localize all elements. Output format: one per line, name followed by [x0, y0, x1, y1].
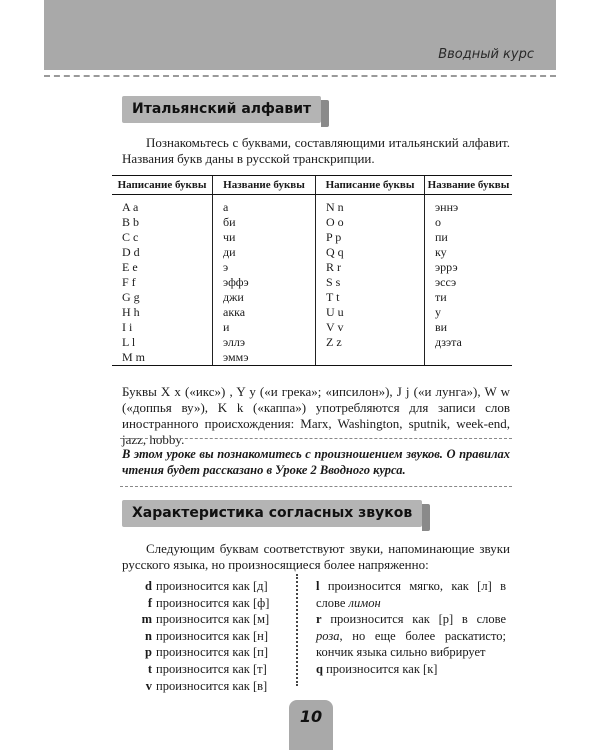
example-word: лимон	[348, 595, 381, 610]
table-cell: би	[213, 215, 316, 230]
table-cell: U u	[316, 305, 425, 320]
consonant-entry	[138, 678, 288, 695]
table-cell: эффэ	[213, 275, 316, 290]
table-cell: Q q	[316, 245, 425, 260]
table-cell: G g	[122, 290, 140, 304]
table-cell: E e	[122, 260, 138, 274]
table-cell: о	[425, 215, 513, 230]
consonant-letter: l	[316, 579, 320, 593]
consonant-letter: f	[147, 595, 152, 610]
table-cell: O o	[316, 215, 425, 230]
table-cell: S s	[316, 275, 425, 290]
table-cell: дзэта	[425, 335, 513, 350]
table-cell: F f	[122, 275, 136, 289]
example-word: роза	[316, 628, 340, 643]
consonant-letter: p	[145, 645, 152, 660]
table-cell: D d	[122, 245, 140, 259]
table-cell: M m	[112, 350, 213, 366]
table-row	[112, 230, 512, 245]
table-cell: эррэ	[425, 260, 513, 275]
consonants-left-list	[138, 578, 288, 694]
table-row	[112, 195, 512, 216]
table-cell: ви	[425, 320, 513, 335]
page-number-tab	[289, 700, 333, 750]
table-header-cell: Название буквы	[213, 176, 316, 195]
table-cell: э	[213, 260, 316, 275]
consonant-description: произносится как [ф]	[156, 595, 270, 610]
consonant-description-cont: , но еще более раскатисто; кончик языка сильно вибрирует	[316, 628, 506, 660]
consonant-l-entry	[316, 578, 506, 611]
note-bottom-divider	[120, 486, 512, 487]
table-cell: эллэ	[213, 335, 316, 350]
consonant-entry	[138, 661, 288, 678]
consonant-description: произносится мягко, как [л] в слове	[316, 579, 506, 610]
table-row	[112, 275, 512, 290]
consonants-intro: Следующим буквам соответствуют звуки, напоминающие звуки русского языка, но произносящиеся более напряженно:	[122, 541, 510, 572]
consonant-entry	[138, 611, 288, 628]
column-divider	[296, 574, 298, 686]
consonant-description: произносится как [в]	[156, 678, 268, 693]
table-cell: V v	[316, 320, 425, 335]
alphabet-intro: Познакомьтесь с буквами, составляющими итальянский алфавит. Названия букв даны в русской транскрипции.	[122, 135, 510, 166]
page-number: 10	[299, 707, 323, 726]
foreign-letters-text: Буквы X x («икс») , Y y («и грека»; «ипсилон»), J j («и лунга»), W w («доппья ву»), K k («каппа») употребляются для записи слов иностранного происхождения: Marx, Washington, sputnik, week-end, jazz, hobby.	[122, 384, 510, 447]
consonants-right-list	[316, 578, 506, 678]
consonant-letter: r	[316, 612, 322, 627]
consonant-entry	[138, 578, 288, 595]
table-cell: ди	[213, 245, 316, 260]
table-cell: N n	[316, 195, 425, 216]
table-cell: L l	[122, 335, 136, 349]
table-cell: чи	[213, 230, 316, 245]
table-cell	[425, 350, 513, 366]
consonant-letter: d	[145, 579, 152, 593]
table-cell: у	[425, 305, 513, 320]
consonant-letter: t	[147, 661, 152, 676]
consonant-description: произносится как [т]	[156, 661, 267, 676]
table-cell: эммэ	[213, 350, 316, 366]
consonant-description: произносится как [к]	[326, 661, 438, 676]
table-header-row	[112, 176, 512, 195]
table-row	[112, 305, 512, 320]
consonant-r-entry	[316, 611, 506, 661]
table-row	[112, 215, 512, 230]
consonant-letter: v	[145, 678, 152, 693]
header-dashed-divider	[44, 75, 556, 77]
table-header-cell: Название буквы	[425, 176, 513, 195]
table-cell: R r	[316, 260, 425, 275]
table-cell: джи	[213, 290, 316, 305]
table-cell: B b	[122, 215, 140, 229]
table-cell: эссэ	[425, 275, 513, 290]
consonant-letter: n	[145, 628, 152, 643]
table-header-cell: Написание буквы	[316, 176, 425, 195]
consonant-q-entry	[316, 661, 506, 678]
table-cell: Z z	[316, 335, 425, 350]
table-row	[112, 350, 512, 366]
running-header: Вводный курс	[438, 47, 534, 62]
table-cell: эннэ	[425, 195, 513, 216]
consonant-letter: m	[141, 612, 152, 627]
consonant-letter: q	[316, 661, 323, 676]
table-cell: акка	[213, 305, 316, 320]
table-cell: и	[213, 320, 316, 335]
table-cell: а	[213, 195, 316, 216]
consonant-description: произносится как [п]	[156, 645, 268, 660]
table-cell: H h	[122, 305, 140, 319]
table-cell	[316, 350, 425, 366]
table-cell: P p	[316, 230, 425, 245]
table-cell: A a	[122, 200, 139, 214]
table-row	[112, 260, 512, 275]
table-row	[112, 245, 512, 260]
consonant-description: произносится как [д]	[156, 579, 268, 593]
table-header-cell: Написание буквы	[112, 176, 213, 195]
consonant-entry	[138, 644, 288, 661]
section-title-alphabet: Итальянский алфавит	[122, 96, 321, 123]
consonant-description: произносится как [м]	[156, 612, 270, 627]
table-cell: ку	[425, 245, 513, 260]
table-row	[112, 335, 512, 350]
consonant-description: произносится как [р] в слове	[330, 612, 506, 627]
table-cell: I i	[122, 320, 133, 334]
consonant-entry	[138, 595, 288, 612]
table-cell: C c	[122, 230, 139, 244]
lesson-note: В этом уроке вы познакомитесь с произношением звуков. О правилах чтения будет рассказано в Уроке 2 Вводного курса.	[122, 447, 510, 477]
section-title-consonants: Характеристика согласных звуков	[122, 500, 422, 527]
table-cell: ти	[425, 290, 513, 305]
consonant-entry	[138, 628, 288, 645]
alphabet-table	[112, 175, 512, 366]
table-row	[112, 290, 512, 305]
consonant-description: произносится как [н]	[156, 628, 268, 643]
table-row	[112, 320, 512, 335]
table-cell: пи	[425, 230, 513, 245]
note-top-divider	[120, 438, 512, 439]
table-cell: T t	[316, 290, 425, 305]
